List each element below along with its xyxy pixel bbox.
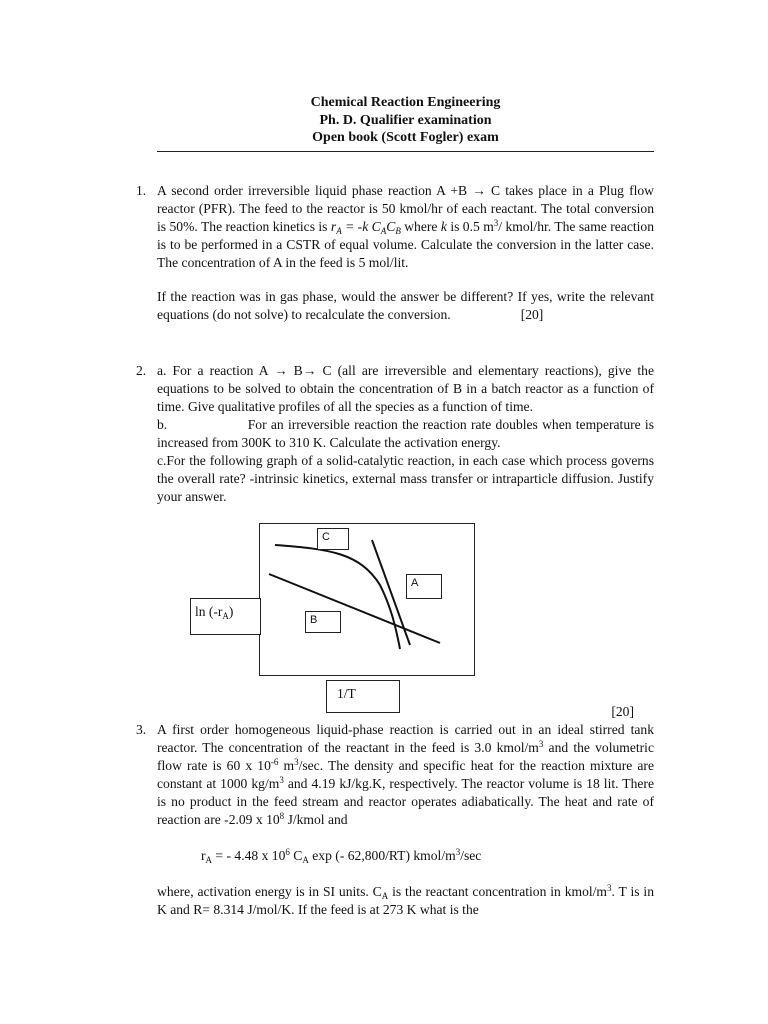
question-body	[157, 182, 654, 324]
question-followup: If the reaction was in gas phase, would the answer be different? If yes, write the relevant equations (do not solve) to recalculate the conversion. [20]	[157, 289, 654, 322]
exam-format: Open book (Scott Fogler) exam	[312, 130, 499, 145]
question-body	[157, 721, 654, 919]
question-text-continued: where, activation energy is in SI units. $C_A$ is the reactant concentration in kmol/$m^3$. T is in K and R= 8.314 J/mol/K. If the feed is at 273 K what is the	[157, 883, 654, 917]
part-b: b. For an irreversible reaction the reaction rate doubles when temperature is increased from 300K to 310 K. Calculate the activation energy.	[157, 417, 658, 450]
exam-header	[157, 94, 654, 147]
marks: [20]	[611, 704, 634, 719]
label-b: B	[305, 611, 341, 633]
x-axis-label: 1/T	[326, 680, 400, 713]
rate-vs-temperature-graph	[190, 523, 475, 718]
rate-equation: $r_A$ = - 4.48 x $10^6$ $C_A$ exp (- 62,800/RT) kmol/$m^3/\sec$	[201, 847, 482, 865]
question-number: 3.	[136, 722, 147, 737]
y-axis-label: $\ln (-r_A)$	[190, 598, 261, 635]
header-divider	[157, 151, 654, 152]
question-number: 2.	[136, 363, 147, 378]
question-body	[157, 362, 658, 506]
label-a: A	[406, 574, 442, 599]
part-c: c.For the following graph of a solid-catalytic reaction, in each case which process governs the overall rate? -intrinsic kinetics, external mass transfer or intraparticle diffusion. Justify your answer.	[157, 453, 654, 504]
part-a: a. For a reaction A → B→ C (all are irreversible and elementary reactions), give the equations to be solved to obtain the concentration of B in a batch reactor as a function of time. Give qualitative profiles of all the species as a function of time.	[157, 363, 654, 414]
question-text: A second order irreversible liquid phase reaction A +B → C takes place in a Plug flow reactor (PFR). The feed to the reactor is 50 kmol/hr of each reactant. The total conversion is 50%. The reaction kinetics is $r_A = -k$ $C_AC_B$ where k is 0.5 $m^3/$ kmol/hr. The same reaction is to be performed in a CSTR of equal volume. Calculate the conversion in the latter case. The concentration of A in the feed is 5 mol/lit.	[157, 183, 654, 270]
exam-type: Ph. D. Qualifier examination	[319, 112, 492, 128]
label-c: C	[317, 528, 349, 550]
course-title: Chemical Reaction Engineering	[310, 95, 501, 110]
question-number: 1.	[136, 183, 147, 198]
marks: [20]	[520, 307, 544, 322]
question-text: A first order homogeneous liquid-phase reaction is carried out in an ideal stirred tank reactor. The concentration of the reactant in the feed is 3.0 kmol/$m^3$ and the volumetric flow rate is 60 x $10^{-6}$ $m^3/\sec$. The density and specific heat for the reaction mixture are constant at 1000 $kg/m^3$ and 4.19 kJ/kg.K, respectively. The reactor volume is 18 lit. There is no product in the feed stream and reactor operates adiabatically. The heat and rate of reaction are -2.09 x $10^8$ J/kmol and	[157, 722, 654, 827]
